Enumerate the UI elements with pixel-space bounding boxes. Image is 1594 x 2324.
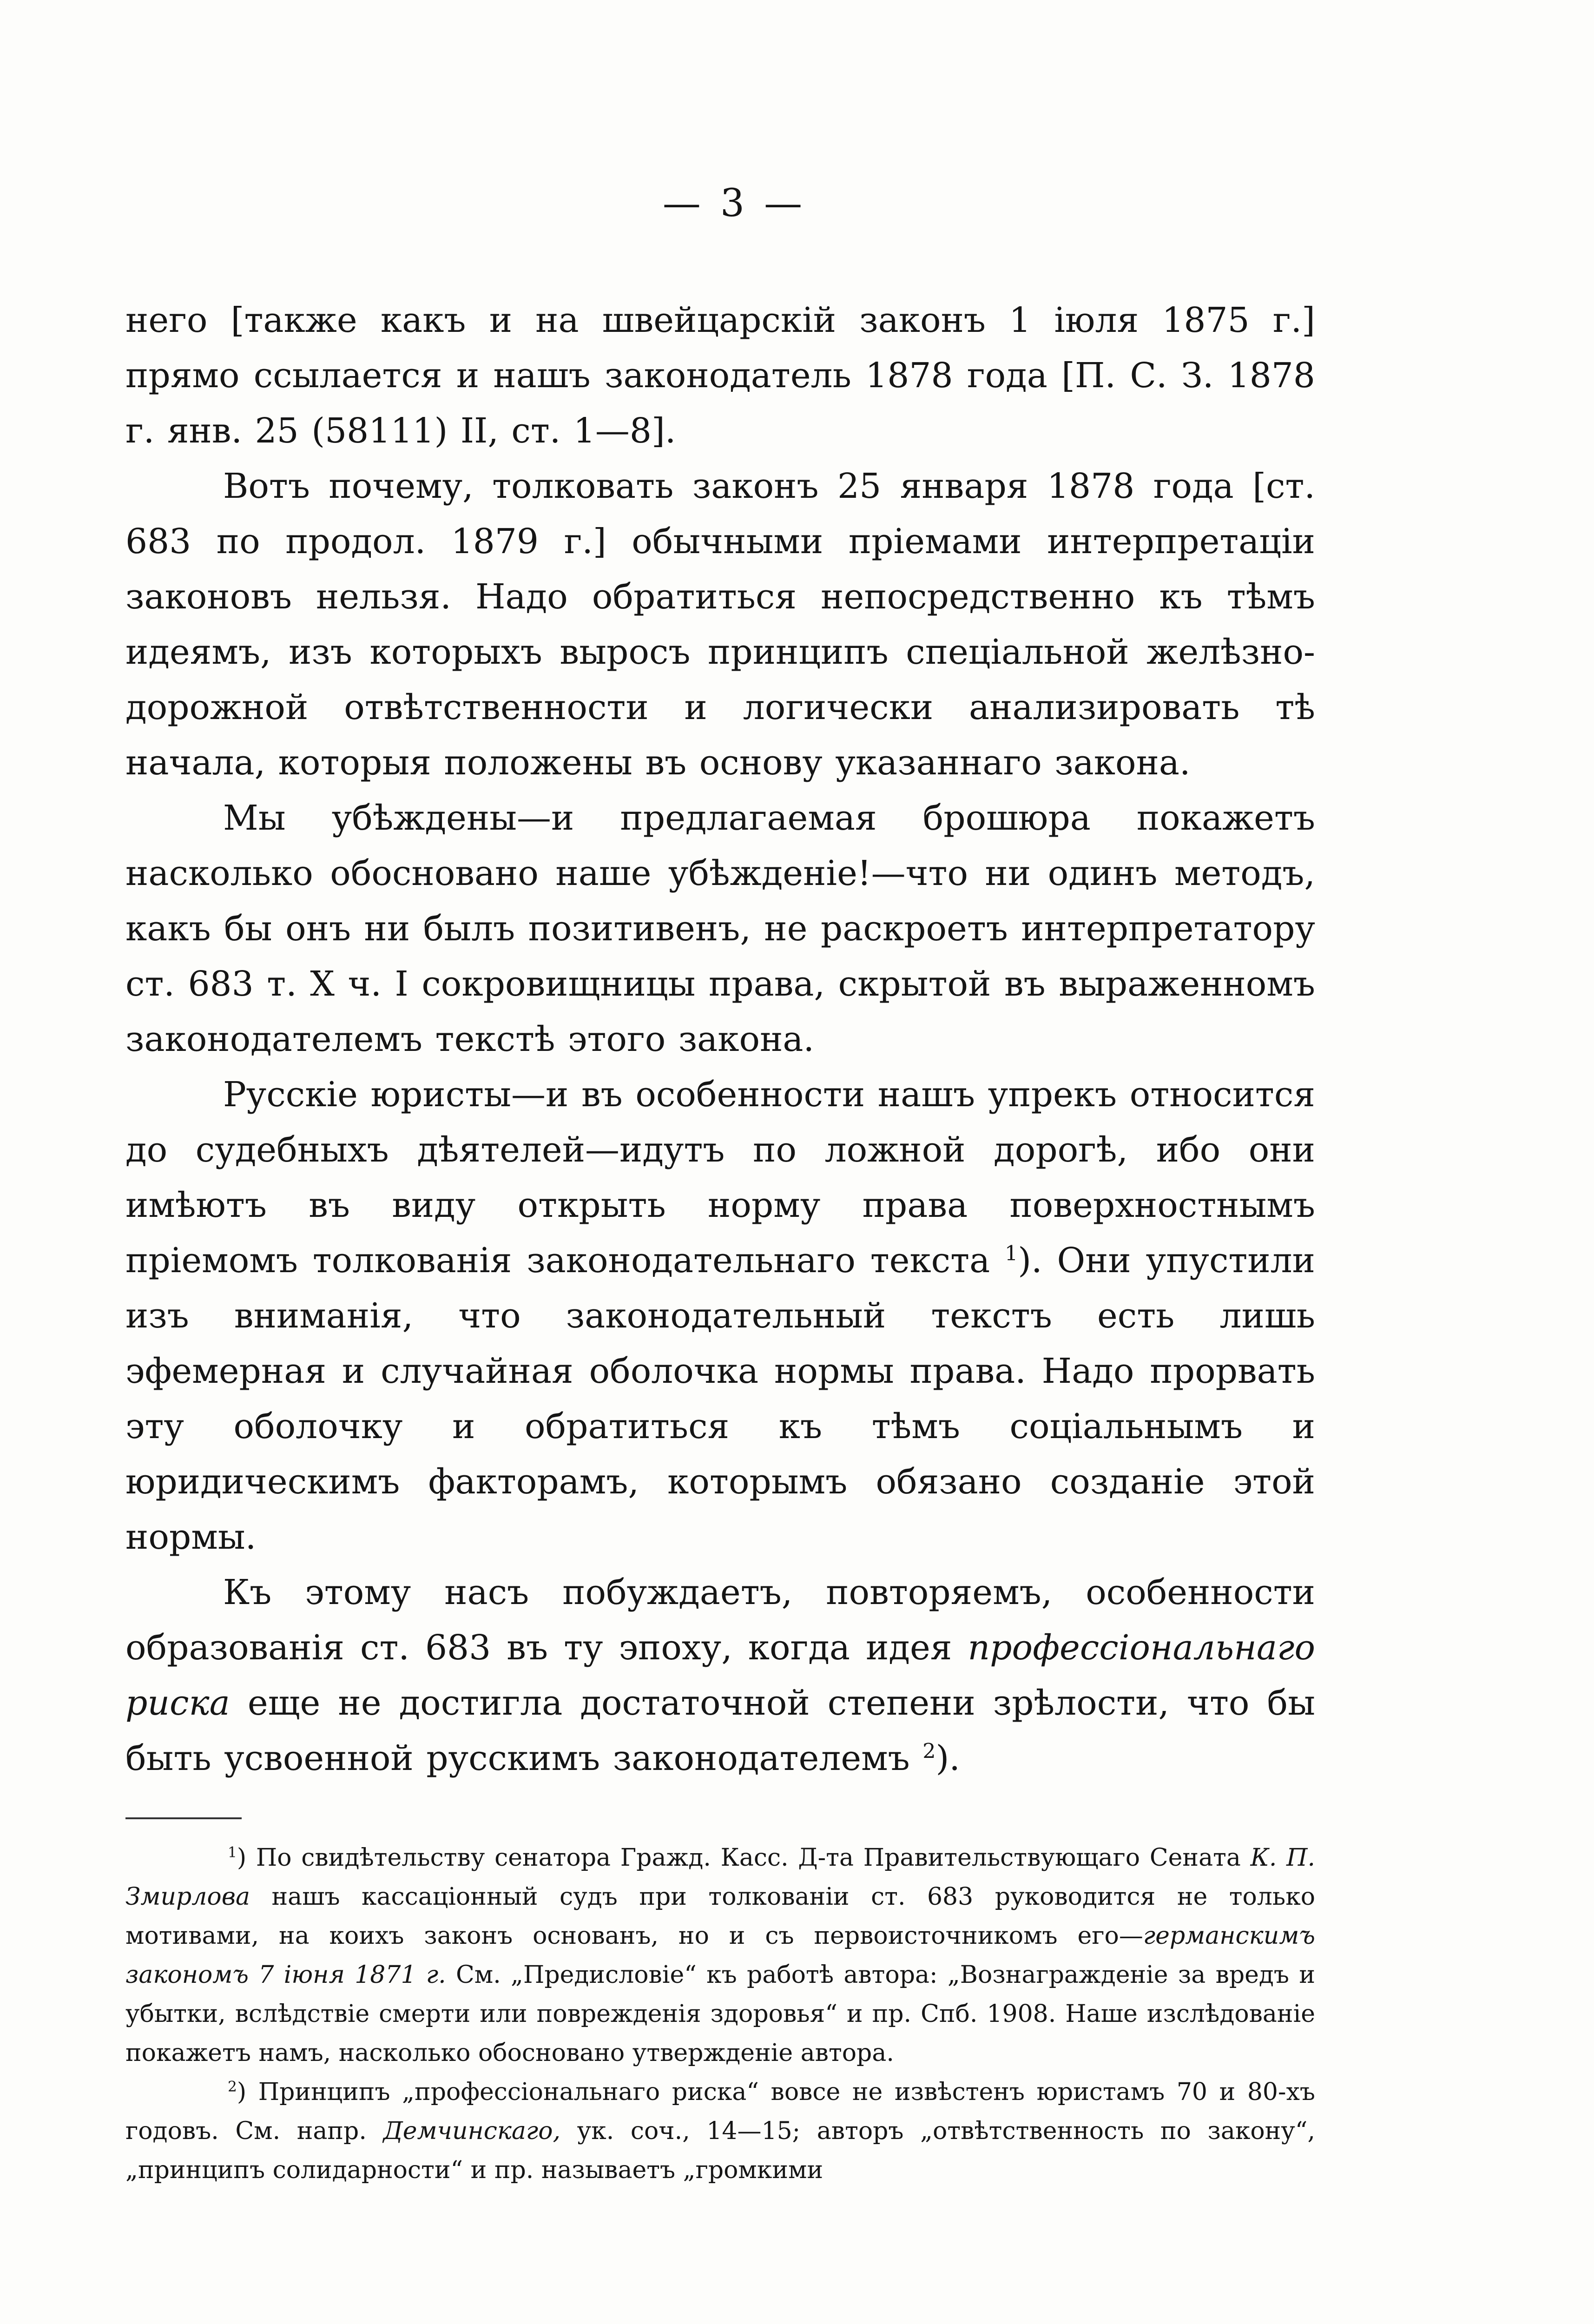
footnote-2-mark: 2 [228,2078,237,2095]
footnote-1-part-1: ) По свидѣтельству сенатора Гражд. Касс. Д-та Правительствующаго Сената [237,1844,1251,1872]
footnote-1-part-3: См. „Предисловіе“ къ работѣ автора: „Вознагражденіе за вредъ и убытки, вслѣдствіе смерти или поврежденія здоровья“ и пр. Спб. 1908. Наше изслѣдованіе покажетъ намъ, насколько обосновано утвержденіе автора. [125,1961,1315,2067]
footnote-1-mark: 1 [228,1844,237,1861]
footnote-2-part-1: ) Принципъ „профессіональнаго риска“ вовсе не извѣстенъ юристамъ 70 и 80-хъ годовъ. См. напр. [125,2078,1315,2145]
footnote-divider [125,1817,242,1819]
footnote-2 [125,2073,1315,2190]
footnote-1 [125,1838,1315,2073]
paragraph-5-text-after: ). [935,1738,960,1778]
footnote-1-author: К. П. Змирлова [125,1844,1315,1911]
paragraph-5-text-before: Къ этому насъ побуждаетъ, повторяемъ, особенности образованія ст. 683 въ ту эпоху, когда идея [125,1572,1315,1668]
paragraph-4-text-before: Русскіе юристы—и въ особенности нашъ упрекъ относится до судебныхъ дѣятелей—идутъ по ложной дорогѣ, ибо они имѣютъ въ виду открыть норму права поверхностнымъ пріемомъ толкованія законодательнаго текста [125,1075,1315,1281]
paragraph-5-emphasis: профессіональнаго риска [125,1628,1315,1723]
footnote-ref-2: 2 [922,1739,936,1763]
paragraph-5 [125,1565,1315,1786]
paragraph-4-text-after: ). Они упустили изъ вниманія, что законодательный текстъ есть лишь эфемерная и случайная оболочка нормы права. Надо прорвать эту оболочку и обратиться къ тѣмъ соціальнымъ и юридическимъ факторамъ, которымъ обязано созданіе этой нормы. [125,1241,1316,1557]
footnote-1-law: германскимъ закономъ 7 іюня 1871 г. [125,1922,1315,1989]
paragraph-2: Вотъ почему, толковать законъ 25 января 1878 года [ст. 683 по продол. 1879 г.] обычными пріемами интерпретаціи законовъ нельзя. Надо обратиться непосредственно къ тѣмъ идеямъ, изъ которыхъ выросъ принципъ спеціальной желѣзно-дорожной отвѣтственности и логически анализировать тѣ начала, которыя положены въ основу указаннаго закона. [125,466,1315,783]
paragraph-5-text-middle: еще не достигла достаточной степени зрѣлости, что бы быть усвоенной русскимъ законодателемъ [125,1683,1315,1778]
page-number: — 3 — [662,181,806,225]
main-text [125,293,1315,1786]
footnote-2-author: Демчинскаго, [383,2117,561,2145]
paragraph-4 [125,1067,1315,1565]
paragraph-3: Мы убѣждены—и предлагаемая брошюра покажетъ насколько обосновано наше убѣжденіе!—что ни одинъ методъ, какъ бы онъ ни былъ позитивенъ, не раскроетъ интерпретатору ст. 683 т. X ч. I сокровищницы права, скрытой въ выраженномъ законодателемъ текстѣ этого закона. [125,798,1315,1059]
footnote-ref-1: 1 [1005,1241,1018,1266]
footnote-1-part-2: нашъ кассаціонный судъ при толкованіи ст. 683 руководится не только мотивами, на коихъ законъ основанъ, но и съ первоисточникомъ его— [125,1883,1315,1950]
footnote-2-part-2: ук. соч., 14—15; авторъ „отвѣтственность по закону“, „принципъ солидарности“ и пр. называетъ „громкими [125,2117,1316,2184]
footnotes [125,1838,1315,2190]
paragraph-1: него [также какъ и на швейцарскій законъ 1 іюля 1875 г.] прямо ссылается и нашъ законодатель 1878 года [П. С. З. 1878 г. янв. 25 (58111) II, ст. 1—8]. [125,300,1315,451]
